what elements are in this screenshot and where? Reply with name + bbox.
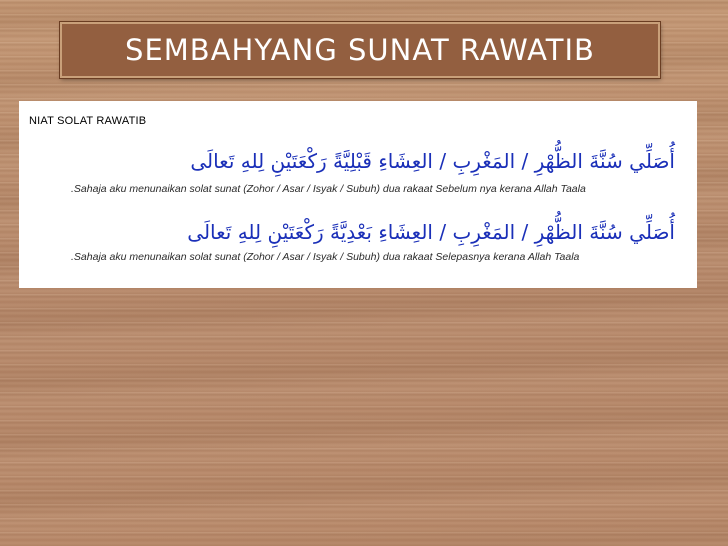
slide-title: SEMBAHYANG SUNAT RAWATIB xyxy=(125,33,595,67)
slide-title-bar xyxy=(60,22,660,78)
niat-badiyah-translation: .Sahaja aku menunaikan solat sunat (Zohor / Asar / Isyak / Subuh) dua rakaat Selepasnya kerana Allah Taala xyxy=(71,251,580,263)
panel-heading: NIAT SOLAT RAWATIB xyxy=(29,115,147,127)
niat-badiyah-arabic: أُصَلِّي سُنَّةَ الظُّهْرِ / المَغْرِبِ / العِشَاءِ بَعْدِيَّةً رَكْعَتَيْنِ لِلهِ تَعالَى xyxy=(187,220,675,244)
niat-qabliyah-arabic: أُصَلِّي سُنَّةَ الظُّهْرِ / المَغْرِبِ / العِشَاءِ قَبْلِيَّةً رَكْعَتَيْنِ لِلهِ تَعالَى xyxy=(190,149,675,173)
niat-panel xyxy=(19,101,697,288)
niat-qabliyah-translation: .Sahaja aku menunaikan solat sunat (Zohor / Asar / Isyak / Subuh) dua rakaat Sebelum nya kerana Allah Taala xyxy=(71,183,586,195)
